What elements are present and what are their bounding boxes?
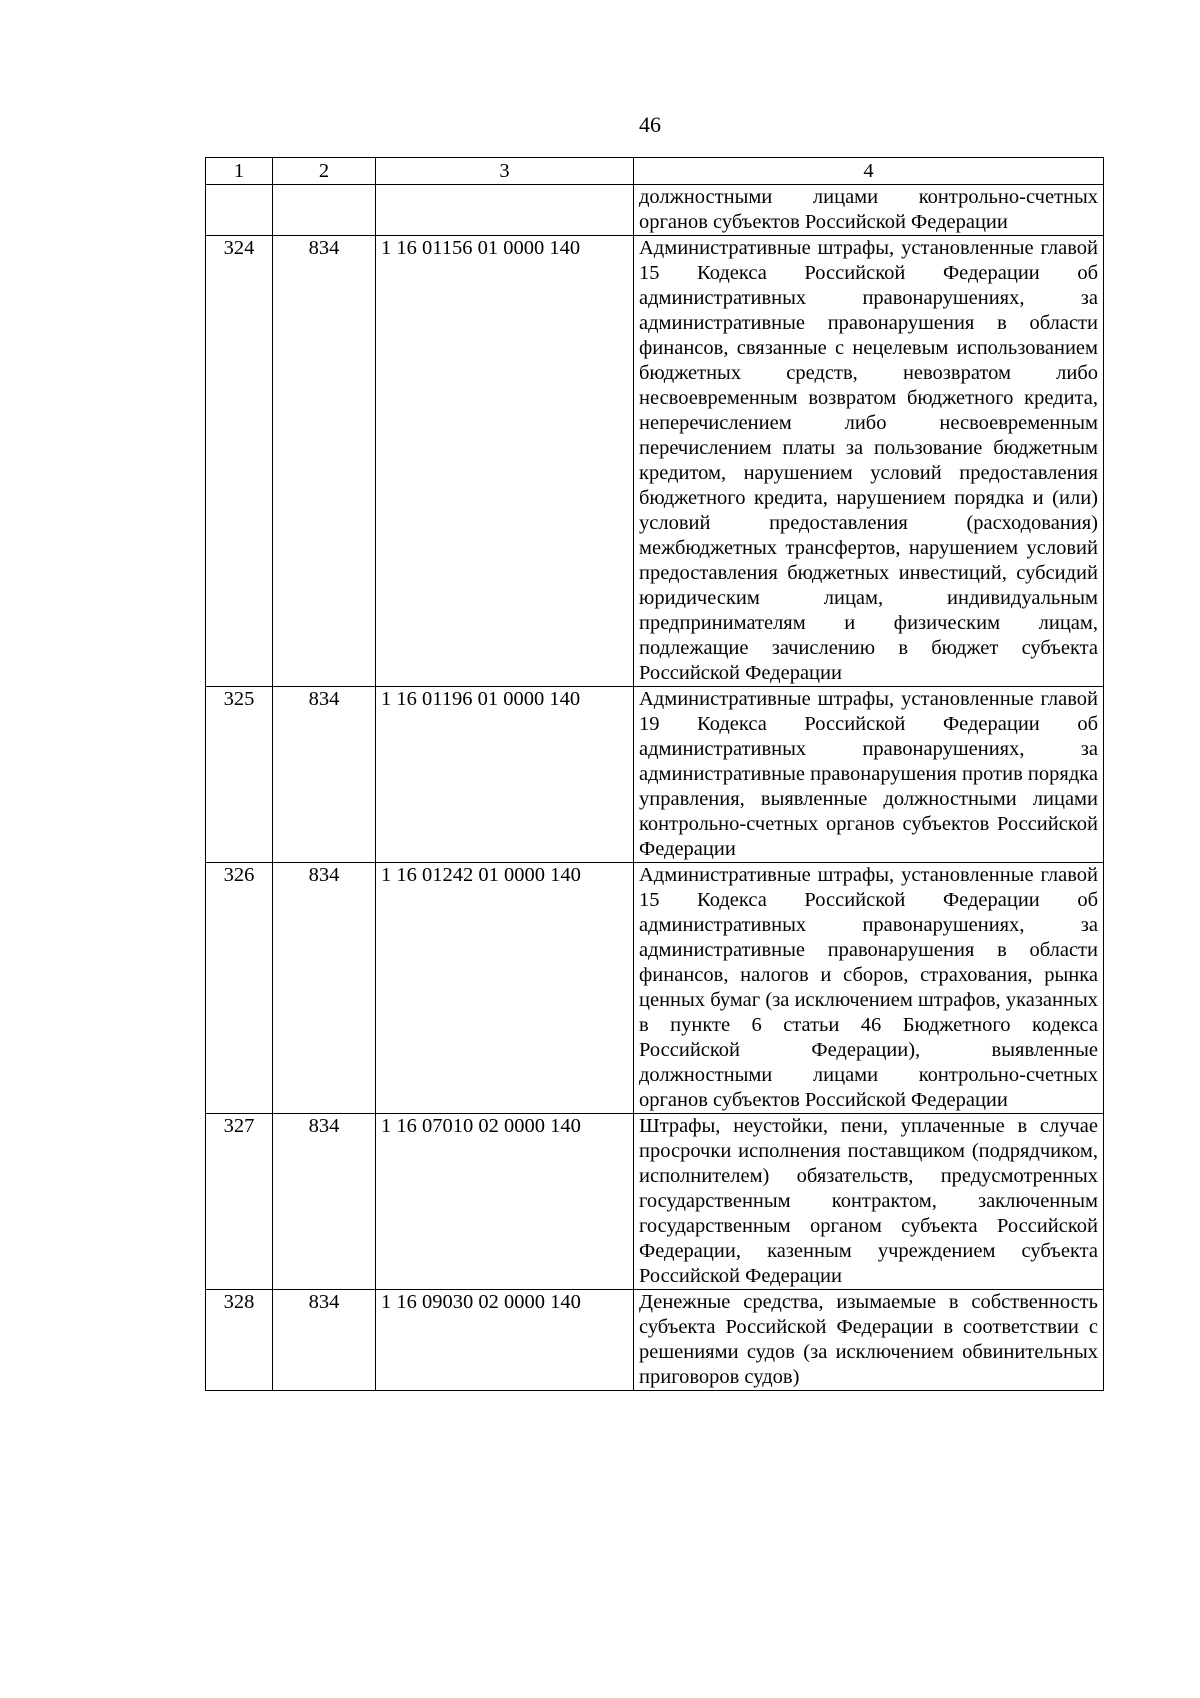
revenue-description: Денежные средства, изымаемые в собственность субъекта Российской Федерации в соответствии с решениями судов (за исключением обвинительных приговоров судов) xyxy=(634,1290,1104,1391)
column-header-1: 1 xyxy=(206,158,273,185)
column-header-2: 2 xyxy=(273,158,376,185)
revenue-description: Административные штрафы, установленные главой 15 Кодекса Российской Федерации об административных правонарушениях, за административные правонарушения в области финансов, связанные с нецелевым использованием бюджетных средств, невозвратом либо несвоевременным возвратом бюджетного кредита, неперечислением либо несвоевременным перечислением платы за пользование бюджетным кредитом, нарушением условий предоставления бюджетного кредита, нарушением порядка и (или) условий предоставления (расходования) межбюджетных трансфертов, нарушением условий предоставления бюджетных инвестиций, субсидий юридическим лицам, индивидуальным предпринимателям и физическим лицам, подлежащие зачислению в бюджет субъекта Российской Федерации xyxy=(634,236,1104,687)
table-row xyxy=(206,863,1104,1114)
row-number: 324 xyxy=(206,236,273,687)
revenue-description: должностными лицами контрольно-счетных органов субъектов Российской Федерации xyxy=(634,185,1104,236)
administrator-code: 834 xyxy=(273,863,376,1114)
administrator-code: 834 xyxy=(273,1114,376,1290)
row-number: 325 xyxy=(206,687,273,863)
table-row xyxy=(206,687,1104,863)
budget-classification-code: 1 16 01242 01 0000 140 xyxy=(376,863,634,1114)
column-header-3: 3 xyxy=(376,158,634,185)
row-number: 328 xyxy=(206,1290,273,1391)
revenue-description: Административные штрафы, установленные главой 15 Кодекса Российской Федерации об административных правонарушениях, за административные правонарушения в области финансов, налогов и сборов, страхования, рынка ценных бумаг (за исключением штрафов, указанных в пункте 6 статьи 46 Бюджетного кодекса Российской Федерации), выявленные должностными лицами контрольно-счетных органов субъектов Российской Федерации xyxy=(634,863,1104,1114)
budget-classification-code: 1 16 07010 02 0000 140 xyxy=(376,1114,634,1290)
budget-classification-code xyxy=(376,185,634,236)
administrator-code: 834 xyxy=(273,1290,376,1391)
row-number xyxy=(206,185,273,236)
budget-classification-code: 1 16 01196 01 0000 140 xyxy=(376,687,634,863)
administrator-code: 834 xyxy=(273,236,376,687)
table-header-row xyxy=(206,158,1104,185)
administrator-code: 834 xyxy=(273,687,376,863)
table-row xyxy=(206,1114,1104,1290)
table-row xyxy=(206,185,1104,236)
table-row xyxy=(206,1290,1104,1391)
row-number: 326 xyxy=(206,863,273,1114)
row-number: 327 xyxy=(206,1114,273,1290)
page-number: 46 xyxy=(639,112,661,137)
table-row xyxy=(206,236,1104,687)
revenue-codes-table xyxy=(205,157,1104,1391)
budget-classification-code: 1 16 01156 01 0000 140 xyxy=(376,236,634,687)
budget-classification-code: 1 16 09030 02 0000 140 xyxy=(376,1290,634,1391)
administrator-code xyxy=(273,185,376,236)
column-header-4: 4 xyxy=(634,158,1104,185)
revenue-description: Штрафы, неустойки, пени, уплаченные в случае просрочки исполнения поставщиком (подрядчиком, исполнителем) обязательств, предусмотренных государственным контрактом, заключенным государственным органом субъекта Российской Федерации, казенным учреждением субъекта Российской Федерации xyxy=(634,1114,1104,1290)
revenue-description: Административные штрафы, установленные главой 19 Кодекса Российской Федерации об административных правонарушениях, за административные правонарушения против порядка управления, выявленные должностными лицами контрольно-счетных органов субъектов Российской Федерации xyxy=(634,687,1104,863)
